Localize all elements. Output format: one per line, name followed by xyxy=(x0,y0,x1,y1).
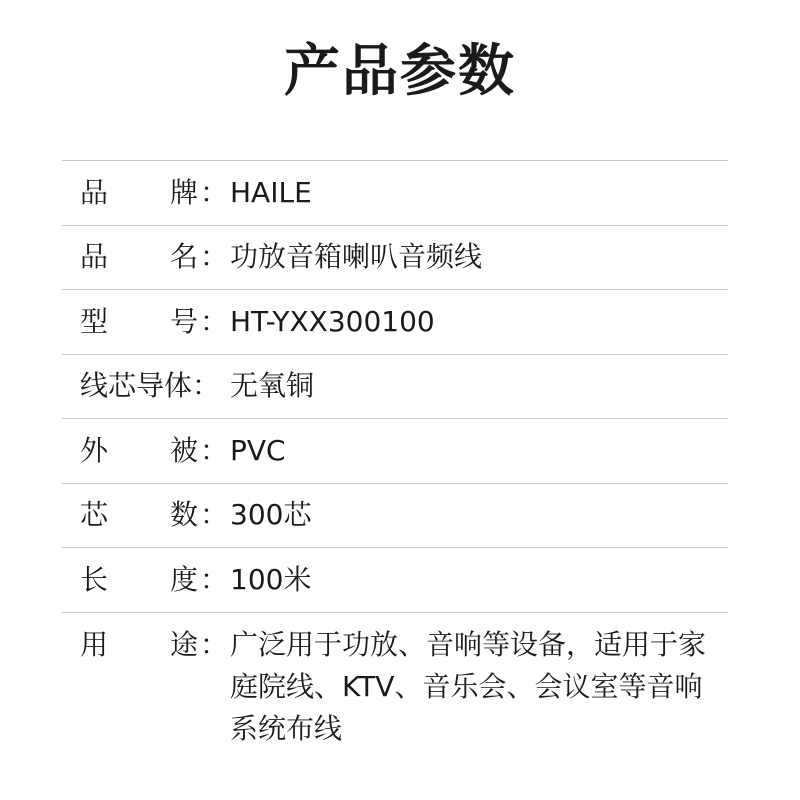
spec-value: 100米 xyxy=(230,562,312,596)
label-colon: ： xyxy=(200,627,229,661)
spec-label: 线芯导体： xyxy=(80,369,221,403)
label-colon: ： xyxy=(200,433,229,467)
spec-row-jacket xyxy=(62,418,728,483)
spec-label xyxy=(80,627,230,663)
label-char: 型 xyxy=(80,304,109,338)
label-char: 名 xyxy=(170,240,199,274)
label-char: 芯 xyxy=(80,498,109,532)
spec-value: 无氧铜 xyxy=(230,369,315,403)
label-char: 品 xyxy=(80,175,109,209)
label-char: 度 xyxy=(170,562,199,596)
page-title: 产品参数 xyxy=(284,39,516,104)
label-char: 用 xyxy=(80,627,109,661)
label-char: 被 xyxy=(170,433,199,467)
spec-label xyxy=(80,497,230,533)
label-colon: ： xyxy=(200,304,229,338)
label-char: 途 xyxy=(170,627,199,661)
label-colon: ： xyxy=(200,498,229,532)
spec-row-conductor xyxy=(62,354,728,419)
label-colon: ： xyxy=(200,175,229,209)
label-char: 品 xyxy=(80,240,109,274)
label-colon: ： xyxy=(200,562,229,596)
label-char: 数 xyxy=(170,498,199,532)
label-char: 外 xyxy=(80,433,109,467)
spec-table xyxy=(62,160,728,762)
spec-value: 功放音箱喇叭音频线 xyxy=(230,240,483,274)
spec-value: 300芯 xyxy=(230,498,312,532)
spec-label xyxy=(80,562,230,598)
label-char: 牌 xyxy=(170,175,199,209)
spec-row-cores xyxy=(62,483,728,548)
spec-label xyxy=(80,433,230,469)
spec-value: HAILE xyxy=(230,175,312,209)
spec-row-name xyxy=(62,225,728,290)
label-char: 长 xyxy=(80,562,109,596)
label-colon: ： xyxy=(200,240,229,274)
spec-label xyxy=(80,239,230,275)
spec-row-length xyxy=(62,547,728,612)
spec-row-model xyxy=(62,289,728,354)
spec-label xyxy=(80,304,230,340)
spec-row-brand xyxy=(62,160,728,225)
spec-label xyxy=(80,175,230,211)
spec-row-usage xyxy=(62,612,728,762)
spec-value: HT-YXX300100 xyxy=(230,304,435,338)
spec-value: 广泛用于功放、音响等设备，适用于家庭院线、KTV、音乐会、会议室等音响系统布线 xyxy=(230,627,707,745)
label-char: 号 xyxy=(170,304,199,338)
spec-value: PVC xyxy=(230,433,286,467)
